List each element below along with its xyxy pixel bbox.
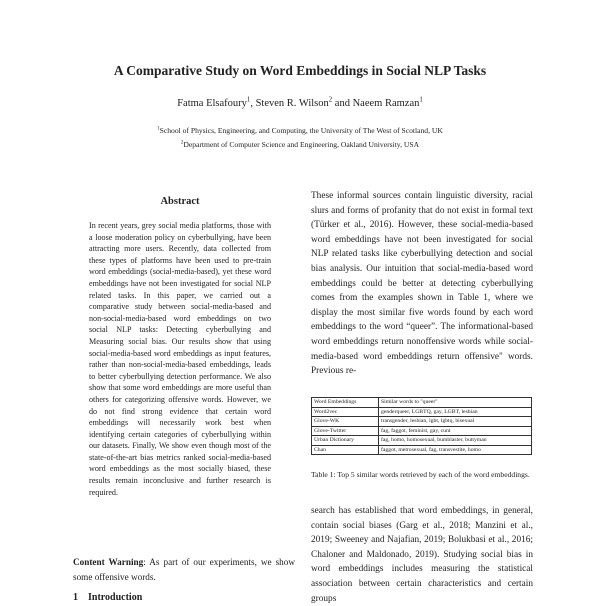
affiliation-mark: 1: [157, 126, 160, 132]
similar-words-table: [311, 397, 532, 455]
section-title: Introduction: [88, 592, 143, 603]
table-cell: Glove-WK: [312, 417, 379, 427]
affiliation-text: School of Physics, Engineering, and Computing, the University of The West of Scotland, UK: [159, 126, 443, 135]
author-affil-mark: 1: [419, 96, 423, 104]
table-cell: faggot, metrosexual, fag, transvestite, homo: [379, 445, 532, 455]
table-row: [312, 417, 532, 427]
affiliation: [0, 126, 600, 135]
author-affil-mark: 1: [246, 96, 251, 104]
table-cell: Glove-Twitter: [312, 426, 379, 436]
table-caption: Table 1: Top 5 similar words retrieved by each of the word embeddings.: [311, 470, 530, 479]
table-cell: transgender, lesbian, lgbt, lgbtq, bisexual: [379, 417, 532, 427]
author-list: [0, 98, 600, 109]
table-row: [312, 436, 532, 446]
author-separator: ,: [250, 98, 256, 109]
body-paragraph: search has established that word embeddings, in general, contain social biases (Garg et al., 2018; Manzini et al., 2019; Sweeney and Najafian, 2019; Bolukbasi et al., 2016; Chaloner and Maldonado, 2019). Studying social bias in word embeddings includes measuring the statistical association between certain characteristics and certain groups: [311, 506, 533, 604]
author-name: Naeem Ramzan: [352, 98, 420, 109]
section-number: 1: [73, 592, 78, 603]
table-cell: Chan: [312, 445, 379, 455]
author-separator: and: [332, 98, 353, 109]
paper-title: A Comparative Study on Word Embeddings in Social NLP Tasks: [113, 63, 487, 78]
table-row: [312, 445, 532, 455]
affiliation-text: Department of Computer Science and Engineering, Oakland University, USA: [183, 140, 420, 149]
table-header-row: [312, 398, 532, 408]
content-warning: [73, 555, 295, 584]
table-header-cell: Word Embeddings: [312, 398, 379, 408]
abstract-text: In recent years, grey social media platforms, those with a loose moderation policy on cyberbullying, have been attracting more users. Recently, data collected from these types of platforms have been used to pre-train word embeddings (social-media-based), yet these word embeddings have not been investigated for social NLP related tasks. In this paper, we carried out a comparative study between social-media-based and non-social-media-based word embeddings on two social NLP tasks: Detecting cyberbullying and Measuring social bias. Our results show that using social-media-based word embeddings as input features, rather than non-social-media-based embeddings, leads to better cyberbullying detection performance. We also show that some word embeddings are more useful than others for categorizing offensive words. However, we do not find strong evidence that certain word embeddings will necessarily work best when identifying certain categories of cyberbullying within our datasets. Finally, We show even though most of the state-of-the-art bias metrics ranked social-media-based word embeddings as the most socially biased, these results remain inconclusive and further research is required.: [89, 221, 271, 497]
table-header-cell: Similar words to "queer": [379, 398, 532, 408]
abstract-heading: Abstract: [160, 196, 200, 207]
author-name: Steven R. Wilson: [255, 98, 329, 109]
table-cell: fag, faggot, feminist, gay, cunt: [379, 426, 532, 436]
affiliation: [0, 140, 600, 149]
author-affil-mark: 2: [328, 96, 333, 104]
author-name: Fatma Elsafoury: [177, 98, 247, 109]
body-paragraph: These informal sources contain linguistic diversity, racial slurs and forms of profanity that do not exist in formal text (Türker et al., 2016). However, these social-media-based word embeddings have not been investigated for social NLP related tasks like cyberbullying detection and social bias analysis. Our intuition that social-media-based word embeddings could be better at detecting cyberbullying comes from the examples shown in Table 1, where we display the most similar five words found by each word embeddings to the word “queer”. The informational-based word embeddings return nonoffensive words while social-media-based word embeddings return offensive" words. Previous re-: [311, 191, 533, 377]
section-heading: [73, 592, 142, 603]
table-row: [312, 407, 532, 417]
content-warning-text: : As part of our experiments, we show some offensive words.: [73, 557, 295, 582]
table-cell: Word2vec: [312, 407, 379, 417]
table-cell: Urban Dictionary: [312, 436, 379, 446]
content-warning-label: Content Warning: [73, 557, 144, 567]
affiliation-mark: 2: [180, 140, 184, 146]
table-cell: genderqueer, LGBTQ, gay, LGBT, lesbian: [379, 407, 532, 417]
table-row: [312, 426, 532, 436]
table-cell: fag, homo, homosexual, bumblaster, buttyman: [379, 436, 532, 446]
